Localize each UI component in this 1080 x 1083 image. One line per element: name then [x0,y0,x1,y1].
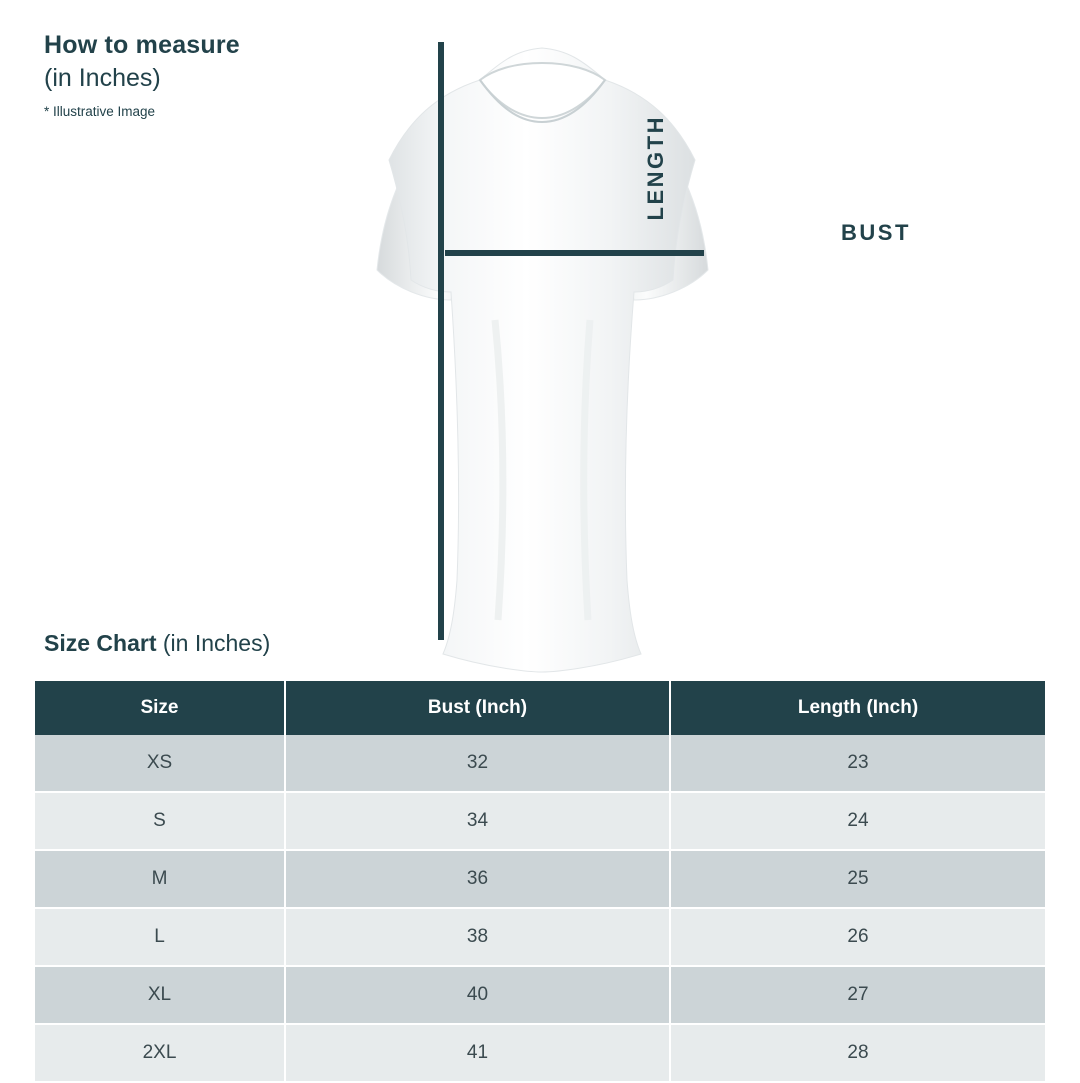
cell-bust: 40 [285,966,670,1024]
cell-length: 26 [670,908,1045,966]
cell-bust: 34 [285,792,670,850]
size-chart-title: Size Chart [44,630,157,656]
cell-bust: 32 [285,735,670,792]
page-title: How to measure [44,31,240,59]
illustrative-note: * Illustrative Image [44,103,156,119]
table-row [35,966,1045,1024]
table-row [35,792,1045,850]
column-header-bust: Bust (Inch) [285,681,670,735]
cell-size: M [35,850,285,908]
tshirt-illustration [255,20,911,680]
cell-size: 2XL [35,1024,285,1082]
table-row [35,850,1045,908]
table-row [35,735,1045,792]
size-chart-heading [44,630,270,657]
cell-size: L [35,908,285,966]
cell-size: S [35,792,285,850]
cell-length: 24 [670,792,1045,850]
size-chart-units: (in Inches) [162,630,271,656]
table-row [35,908,1045,966]
cell-bust: 36 [285,850,670,908]
bust-label: BUST [841,220,911,245]
cell-length: 27 [670,966,1045,1024]
length-label: LENGTH [643,115,668,221]
cell-length: 23 [670,735,1045,792]
table-row [35,1024,1045,1082]
cell-bust: 38 [285,908,670,966]
size-chart-table [35,681,1045,1083]
page-subtitle: (in Inches) [44,64,161,93]
tshirt-icon [255,20,830,680]
cell-bust: 41 [285,1024,670,1082]
table-header-row [35,681,1045,735]
cell-size: XS [35,735,285,792]
cell-length: 25 [670,850,1045,908]
column-header-size: Size [35,681,285,735]
cell-size: XL [35,966,285,1024]
cell-length: 28 [670,1024,1045,1082]
column-header-length: Length (Inch) [670,681,1045,735]
